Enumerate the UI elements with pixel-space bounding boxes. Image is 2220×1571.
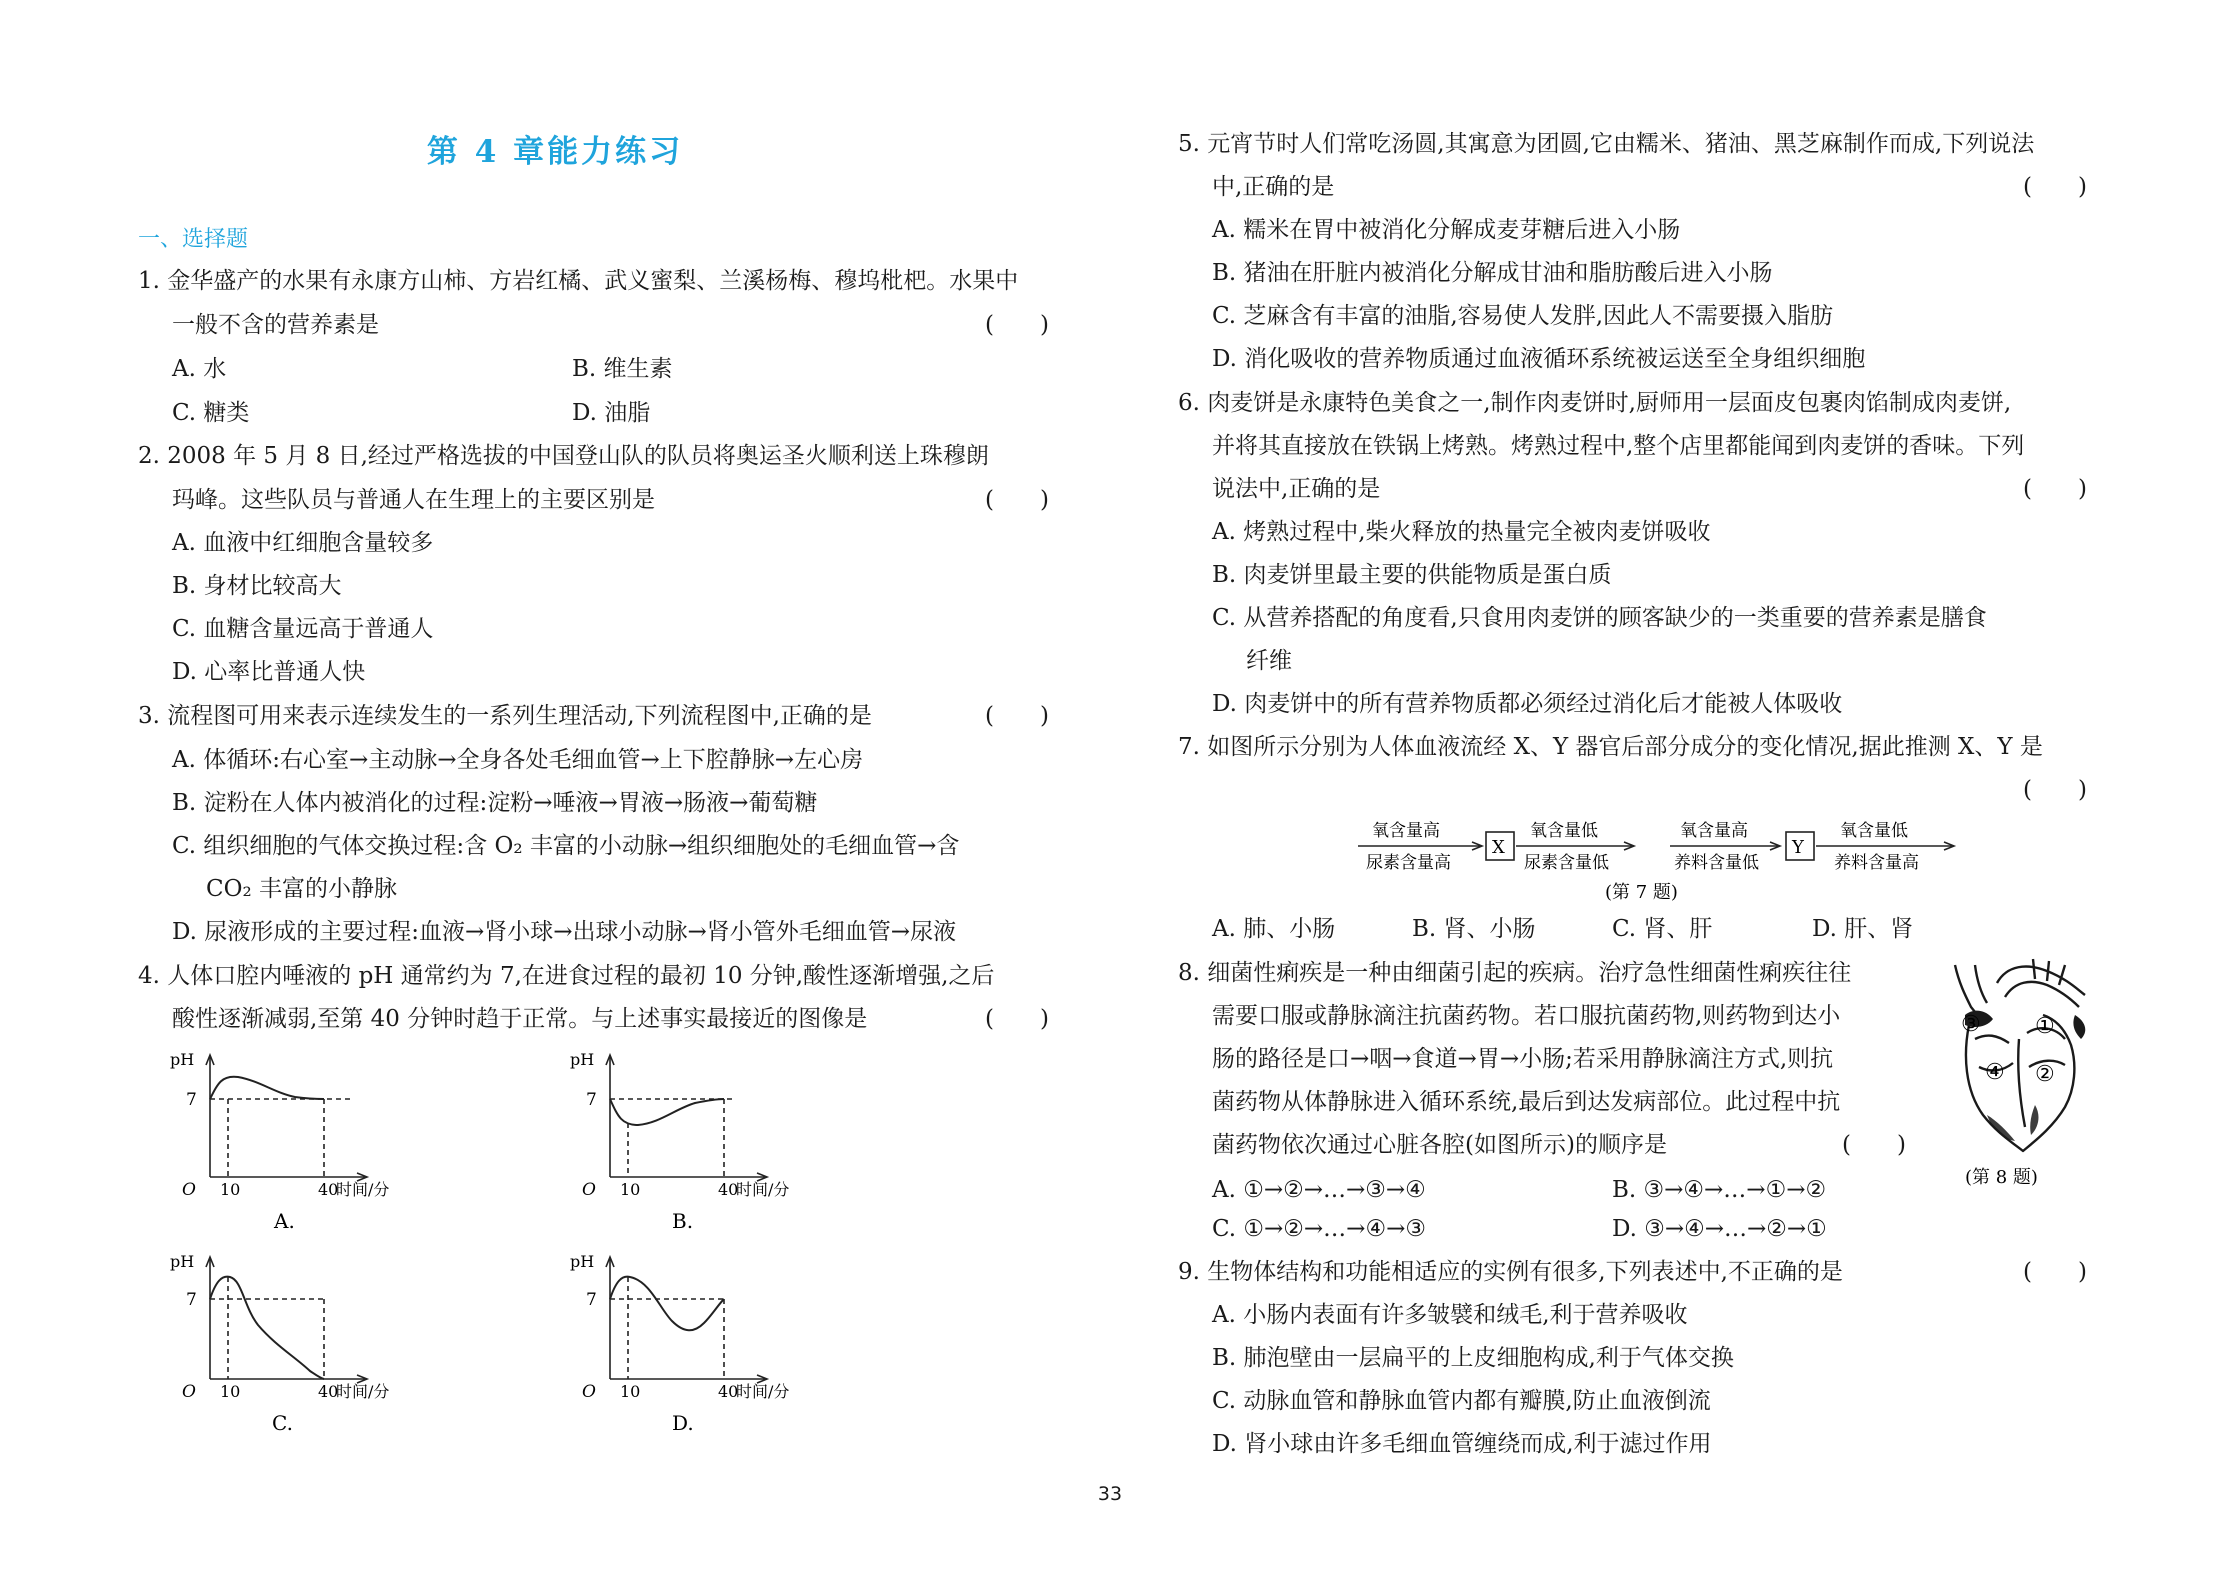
q6-option-b[interactable]: B. 肉麦饼里最主要的供能物质是蛋白质 xyxy=(1212,562,1612,588)
q6-line2: 并将其直接放在铁锅上烤熟。烤熟过程中,整个店里都能闻到肉麦饼的香味。下列 xyxy=(1212,433,2025,459)
q9-answer-blank[interactable]: ( ) xyxy=(2023,1259,2087,1285)
q1-option-a[interactable]: A. 水 xyxy=(172,356,227,382)
q2-option-c[interactable]: C. 血糖含量远高于普通人 xyxy=(172,616,434,642)
q6-answer-blank[interactable]: ( ) xyxy=(2023,476,2087,502)
svg-text:7: 7 xyxy=(186,1090,197,1110)
svg-text:O: O xyxy=(182,1180,196,1200)
svg-text:养料含量高: 养料含量高 xyxy=(1834,853,1919,873)
q7-option-a[interactable]: A. 肺、小肠 xyxy=(1212,916,1336,942)
q5-line1: 5. 元宵节时人们常吃汤圆,其寓意为团圆,它由糯米、猪油、黑芝麻制作而成,下列说法 xyxy=(1178,131,2035,157)
q3-answer-blank[interactable]: ( ) xyxy=(985,703,1049,729)
q9-option-c[interactable]: C. 动脉血管和静脉血管内都有瓣膜,防止血液倒流 xyxy=(1212,1388,1711,1414)
heart-chamber-4: ④ xyxy=(1985,1060,2005,1085)
svg-text:pH: pH xyxy=(570,1050,595,1069)
q8-line5: 菌药物依次通过心脏各腔(如图所示)的顺序是 xyxy=(1212,1132,1667,1158)
q8-line3: 肠的路径是口→咽→食道→胃→小肠;若采用静脉滴注方式,则抗 xyxy=(1212,1046,1834,1072)
svg-text:O: O xyxy=(582,1180,596,1200)
svg-text:40: 40 xyxy=(718,1180,739,1199)
q1-option-b[interactable]: B. 维生素 xyxy=(572,356,673,382)
svg-text:10: 10 xyxy=(620,1382,641,1401)
q1-option-c[interactable]: C. 糖类 xyxy=(172,400,250,426)
q8-line1: 8. 细菌性痢疾是一种由细菌引起的疾病。治疗急性细菌性痢疾往往 xyxy=(1178,960,1852,986)
q7-line1: 7. 如图所示分别为人体血液流经 X、Y 器官后部分成分的变化情况,据此推测 X、Y 是 xyxy=(1178,734,2043,760)
q6-option-a[interactable]: A. 烤熟过程中,柴火释放的热量完全被肉麦饼吸收 xyxy=(1212,519,1711,545)
q4-graph-c[interactable] xyxy=(160,1247,460,1437)
q6-option-d[interactable]: D. 肉麦饼中的所有营养物质都必须经过消化后才能被人体吸收 xyxy=(1212,691,1843,717)
q8-option-a[interactable]: A. ①→②→…→③→④ xyxy=(1212,1177,1426,1203)
q8-line2: 需要口服或静脉滴注抗菌药物。若口服抗菌药物,则药物到达小 xyxy=(1212,1003,1841,1029)
q3-option-c-cont: CO₂ 丰富的小静脉 xyxy=(206,876,397,902)
q5-line2: 中,正确的是 xyxy=(1212,174,1335,200)
q5-option-a[interactable]: A. 糯米在胃中被消化分解成麦芽糖后进入小肠 xyxy=(1212,217,1681,243)
q7-option-b[interactable]: B. 肾、小肠 xyxy=(1412,916,1536,942)
q7-caption: (第 7 题) xyxy=(1605,882,1678,903)
svg-text:氧含量高: 氧含量高 xyxy=(1680,821,1748,841)
q5-answer-blank[interactable]: ( ) xyxy=(2023,174,2087,200)
q1-option-d[interactable]: D. 油脂 xyxy=(572,400,651,426)
svg-text:养料含量低: 养料含量低 xyxy=(1674,853,1759,873)
svg-text:7: 7 xyxy=(586,1290,597,1310)
q6-line1: 6. 肉麦饼是永康特色美食之一,制作肉麦饼时,厨师用一层面皮包裹肉馅制成肉麦饼, xyxy=(1178,390,2012,416)
q4-line1: 4. 人体口腔内唾液的 pH 通常约为 7,在进食过程的最初 10 分钟,酸性逐渐增强,之后 xyxy=(138,963,995,989)
svg-text:40: 40 xyxy=(718,1382,739,1401)
svg-text:40: 40 xyxy=(318,1382,339,1401)
svg-text:10: 10 xyxy=(620,1180,641,1199)
svg-text:尿素含量高: 尿素含量高 xyxy=(1366,853,1451,873)
q8-heart-diagram xyxy=(1935,955,2110,1190)
q1-line2: 一般不含的营养素是 xyxy=(172,312,379,338)
q5-option-d[interactable]: D. 消化吸收的营养物质通过血液循环系统被运送至全身组织细胞 xyxy=(1212,346,1866,372)
q9-option-a[interactable]: A. 小肠内表面有许多皱襞和绒毛,利于营养吸收 xyxy=(1212,1302,1688,1328)
q8-answer-blank[interactable]: ( ) xyxy=(1842,1132,1906,1158)
svg-text:40: 40 xyxy=(318,1180,339,1199)
svg-text:O: O xyxy=(582,1382,596,1402)
svg-text:10: 10 xyxy=(220,1180,241,1199)
q8-option-b[interactable]: B. ③→④→…→①→② xyxy=(1612,1177,1827,1203)
svg-text:pH: pH xyxy=(170,1050,195,1069)
q8-option-d[interactable]: D. ③→④→…→②→① xyxy=(1612,1216,1827,1242)
q7-option-c[interactable]: C. 肾、肝 xyxy=(1612,916,1713,942)
svg-text:7: 7 xyxy=(186,1290,197,1310)
svg-text:pH: pH xyxy=(170,1252,195,1271)
q2-option-d[interactable]: D. 心率比普通人快 xyxy=(172,659,366,685)
q2-line2: 玛峰。这些队员与普通人在生理上的主要区别是 xyxy=(172,487,655,513)
q3-line1: 3. 流程图可用来表示连续发生的一系列生理活动,下列流程图中,正确的是 xyxy=(138,703,872,729)
page-number: 33 xyxy=(1097,1483,1123,1505)
svg-text:pH: pH xyxy=(570,1252,595,1271)
q8-line4: 菌药物从体静脉进入循环系统,最后到达发病部位。此过程中抗 xyxy=(1212,1089,1841,1115)
q4-caption-c: C. xyxy=(272,1411,293,1435)
q4-caption-b: B. xyxy=(672,1209,694,1233)
section-title: 一、选择题 xyxy=(138,227,249,252)
q4-graph-a[interactable] xyxy=(160,1045,460,1235)
q2-option-b[interactable]: B. 身材比较高大 xyxy=(172,573,342,599)
svg-text:时间/分: 时间/分 xyxy=(736,1180,790,1199)
q4-line2: 酸性逐渐减弱,至第 40 分钟时趋于正常。与上述事实最接近的图像是 xyxy=(172,1006,868,1032)
q6-option-c[interactable]: C. 从营养搭配的角度看,只食用肉麦饼的顾客缺少的一类重要的营养素是膳食 xyxy=(1212,605,1987,631)
q5-option-b[interactable]: B. 猪油在肝脏内被消化分解成甘油和脂肪酸后进入小肠 xyxy=(1212,260,1773,286)
q4-caption-d: D. xyxy=(672,1411,694,1435)
svg-text:7: 7 xyxy=(586,1090,597,1110)
svg-text:10: 10 xyxy=(220,1382,241,1401)
page-title: 第 4 章能力练习 xyxy=(426,134,684,170)
q9-option-b[interactable]: B. 肺泡壁由一层扁平的上皮细胞构成,利于气体交换 xyxy=(1212,1345,1734,1371)
svg-text:氧含量低: 氧含量低 xyxy=(1840,821,1908,841)
q6-line3: 说法中,正确的是 xyxy=(1212,476,1381,502)
svg-text:氧含量低: 氧含量低 xyxy=(1530,821,1598,841)
svg-text:O: O xyxy=(182,1382,196,1402)
q1-line1: 1. 金华盛产的水果有永康方山柿、方岩红橘、武义蜜梨、兰溪杨梅、穆坞枇杷。水果中 xyxy=(138,268,1019,294)
svg-text:X: X xyxy=(1492,837,1505,858)
q9-line1: 9. 生物体结构和功能相适应的实例有很多,下列表述中,不正确的是 xyxy=(1178,1259,1843,1285)
q8-caption: (第 8 题) xyxy=(1965,1167,2038,1188)
heart-chamber-2: ② xyxy=(2035,1062,2055,1087)
heart-chamber-3: ③ xyxy=(1961,1012,1981,1037)
svg-text:时间/分: 时间/分 xyxy=(336,1382,390,1401)
svg-text:时间/分: 时间/分 xyxy=(336,1180,390,1199)
q6-option-c-cont: 纤维 xyxy=(1246,648,1292,674)
q7-answer-blank[interactable]: ( ) xyxy=(2023,777,2087,803)
svg-text:尿素含量低: 尿素含量低 xyxy=(1524,853,1609,873)
q4-answer-blank[interactable]: ( ) xyxy=(985,1006,1049,1032)
q2-line1: 2. 2008 年 5 月 8 日,经过严格选拔的中国登山队的队员将奥运圣火顺利送上珠穆朗 xyxy=(138,443,989,469)
q3-option-b[interactable]: B. 淀粉在人体内被消化的过程:淀粉→唾液→胃液→肠液→葡萄糖 xyxy=(172,790,818,816)
q4-caption-a: A. xyxy=(274,1209,295,1233)
svg-text:氧含量高: 氧含量高 xyxy=(1372,821,1440,841)
q3-option-a[interactable]: A. 体循环:右心室→主动脉→全身各处毛细血管→上下腔静脉→左心房 xyxy=(172,747,864,773)
svg-text:时间/分: 时间/分 xyxy=(736,1382,790,1401)
q4-graph-b[interactable] xyxy=(560,1045,860,1235)
q2-answer-blank[interactable]: ( ) xyxy=(985,487,1049,513)
q5-option-c[interactable]: C. 芝麻含有丰富的油脂,容易使人发胖,因此人不需要摄入脂肪 xyxy=(1212,303,1834,329)
q8-option-c[interactable]: C. ①→②→…→④→③ xyxy=(1212,1216,1426,1242)
q1-answer-blank[interactable]: ( ) xyxy=(985,312,1049,338)
q7-option-d[interactable]: D. 肝、肾 xyxy=(1812,916,1914,942)
q3-option-d[interactable]: D. 尿液形成的主要过程:血液→肾小球→出球小动脉→肾小管外毛细血管→尿液 xyxy=(172,919,957,945)
q4-graph-d[interactable] xyxy=(560,1247,860,1437)
q2-option-a[interactable]: A. 血液中红细胞含量较多 xyxy=(172,530,434,556)
q7-flow-diagram xyxy=(1340,808,1980,908)
heart-chamber-1: ① xyxy=(2035,1014,2055,1039)
svg-text:Y: Y xyxy=(1792,837,1804,858)
q9-option-d[interactable]: D. 肾小球由许多毛细血管缠绕而成,利于滤过作用 xyxy=(1212,1431,1712,1457)
q3-option-c[interactable]: C. 组织细胞的气体交换过程:含 O₂ 丰富的小动脉→组织细胞处的毛细血管→含 xyxy=(172,833,960,859)
